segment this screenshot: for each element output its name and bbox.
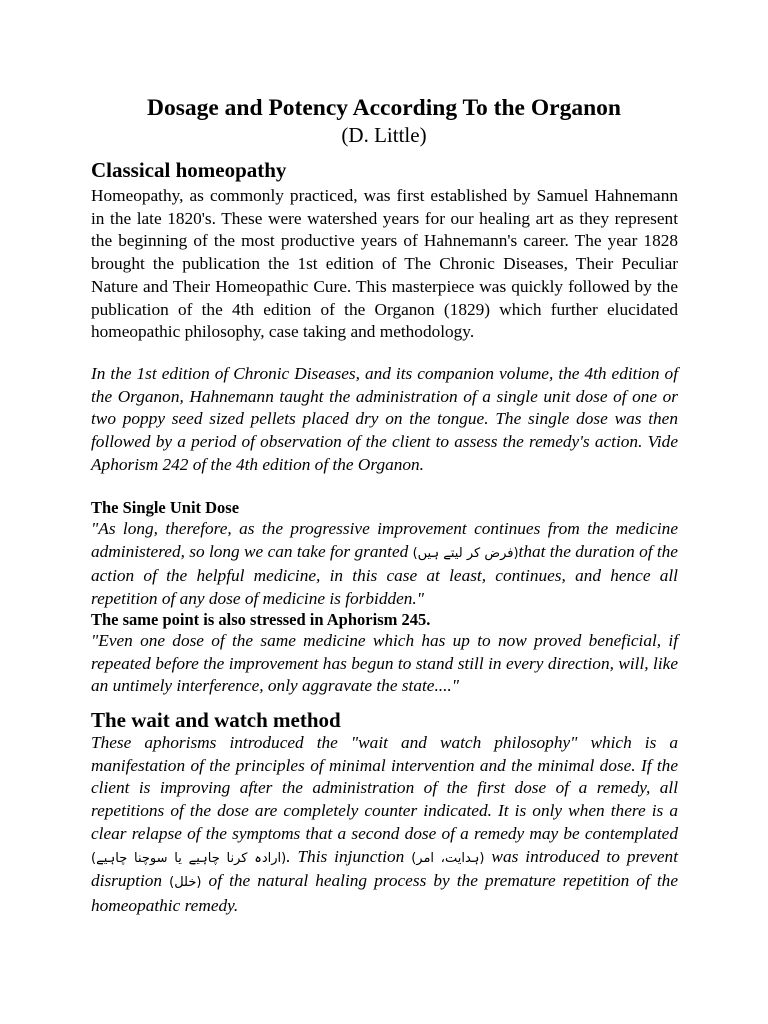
document-title: Dosage and Potency According To the Organon — [147, 95, 621, 121]
paragraph-intro: Homeopathy, as commonly practiced, was first established by Samuel Hahnemann in the late 1820's. These were watershed years for our healing art as they represent the beginning of the most productive years of Hahnemann's career. The year 1828 brought the publication the 1st edition of The Chronic Diseases, Their Peculiar Nature and Their Homeopathic Cure. This masterpiece was quickly followed by the publication of the 4th edition of the Organon (1829) which further elucidated homeopathic philosophy, case taking and methodology. — [91, 186, 678, 342]
subheading-aphorism-245: The same point is also stressed in Aphorism 245. — [91, 610, 431, 629]
section-heading-classical-homeopathy: Classical homeopathy — [91, 158, 287, 182]
document-author: (D. Little) — [341, 123, 427, 147]
paragraph-wait-and-watch — [91, 732, 678, 918]
para3-urdu-gloss-injunction: (ہدایت، امر) — [411, 850, 485, 866]
para3-urdu-gloss-disruption: (خلل) — [169, 875, 202, 891]
para3-text-d: of the natural healing process by the premature repetition of the homeopathic remedy. — [91, 871, 678, 915]
quote1-text-a: "As long, therefore, as the progressive improvement continues from the medicine administered, so long we can take for granted — [91, 519, 678, 561]
para3-urdu-gloss-contemplated: (ارادہ کرنا چاہیے یا سوچنا چاہیے) — [91, 850, 287, 866]
quote-aphorism-245: "Even one dose of the same medicine which has up to now proved beneficial, if repeated before the improvement has begun to stand still in every direction, will, like an untimely interference, only aggravate the state...." — [91, 631, 678, 696]
para3-text-b: . This injunction — [286, 846, 412, 866]
subheading-single-unit-dose: The Single Unit Dose — [91, 498, 240, 517]
section-heading-wait-and-watch: The wait and watch method — [91, 708, 341, 732]
para3-text-a: These aphorisms introduced the "wait and watch philosophy" which is a manifestation of the principles of minimal intervention and the minimal dose. If the client is improving after the administration of the first dose of a remedy, all repetitions of the dose are completely counter indicated. It is only when there is a clear relapse of the symptoms that a second dose of a remedy may be contemplated — [91, 733, 678, 843]
para3-text-c: was introduced to prevent disruption — [91, 846, 678, 891]
paragraph-chronic-diseases: In the 1st edition of Chronic Diseases, and its companion volume, the 4th edition of the Organon, Hahnemann taught the administration of a single unit dose of one or two poppy seed sized pellets placed dry on the tongue. The single dose was then followed by a period of observation of the client to assess the remedy's action. Vide Aphorism 242 of the 4th edition of the Organon. — [91, 364, 678, 474]
quote1-text-b: that the duration of the action of the helpful medicine, in this case at least, continues, and hence all repetition of any dose of medicine is forbidden." — [91, 541, 678, 609]
quote1-urdu-gloss: (فرض کر لیتے ہیں) — [412, 545, 519, 561]
quote-single-unit-dose — [91, 518, 678, 611]
